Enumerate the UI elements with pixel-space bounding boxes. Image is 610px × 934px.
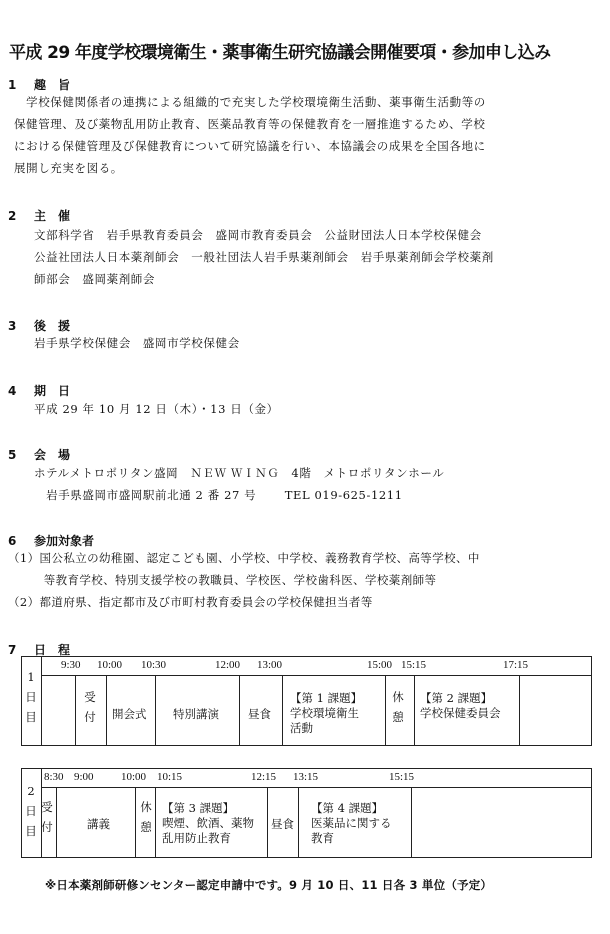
- section-2-heading: 2 主 催: [8, 209, 71, 223]
- section-4-heading: 4 期 日: [8, 384, 71, 398]
- day2-lunch: 昼食: [271, 817, 294, 831]
- day1-topic1: 【第 1 課題】 学校環境衛生 活動: [290, 691, 363, 735]
- day1-special-lecture: 特別講演: [173, 707, 219, 721]
- day1-topic2: 【第 2 課題】 学校保健委員会: [420, 691, 501, 720]
- day2-lecture: 講義: [87, 817, 110, 831]
- day1-label: 1 日 目: [25, 670, 37, 724]
- section-1-body: 学校保健関係者の連携による組織的で充実した学校環境衛生活動、薬事衛生活動等の 保健管理、及び薬物乱用防止教育、医薬品教育等の保健教育を一層推進するため、学校 における保健管理及び保健教育について研究協議を行い、本協議会の成果を全国各地に 展開し充実を図る。: [14, 95, 486, 175]
- day2-topic4: 【第 4 課題】 医薬品に関する 教育: [311, 801, 392, 845]
- day2-label: 2 日 目: [25, 784, 37, 838]
- section-4-body: 平成 29 年 10 月 12 日（木）・13 日（金）: [34, 402, 279, 416]
- day1-opening: 開会式: [112, 707, 147, 721]
- section-3-heading: 3 後 援: [8, 319, 71, 333]
- section-1-heading: 1 趣 旨: [8, 78, 71, 92]
- section-3-body: 岩手県学校保健会 盛岡市学校保健会: [34, 336, 240, 350]
- schedule-day1-table: [21, 656, 592, 746]
- day2-topic3: 【第 3 課題】 喫煙、飲酒、薬物 乱用防止教育: [162, 801, 254, 845]
- day1-time-row: 9:30 10:00 10:30 12:00 13:00 15:00 15:15 17:15: [41, 657, 591, 676]
- day1-break: 休 憩: [392, 690, 404, 724]
- footnote: ※日本薬剤師研修ンセンター認定申請中です。9 月 10 日、11 日各 3 単位（予定）: [45, 878, 493, 892]
- schedule-day2-table: [21, 768, 592, 858]
- section-5-body: ホテルメトロポリタン盛岡 ＮＥＷ ＷＩＮＧ 4階 メトロポリタンホール 岩手県盛岡市盛岡駅前北通 2 番 27 号 TEL 019-625-1211: [34, 466, 445, 502]
- section-7-heading: 7 日 程: [8, 643, 71, 657]
- page-title: 平成 29 年度学校環境衛生・薬事衛生研究協議会開催要項・参加申し込み: [9, 43, 551, 63]
- section-6-heading: 6 参加対象者: [8, 534, 95, 548]
- day1-reception: 受 付: [84, 690, 96, 724]
- section-5-heading: 5 会 場: [8, 448, 71, 462]
- section-6-body: （1）国公私立の幼稚園、認定こども園、小学校、中学校、義務教育学校、高等学校、中 等教育学校、特別支援学校の教職員、学校医、学校歯科医、学校薬剤師等 （2）都道府県、指定都市及び市町村教育委員会の学校保健担当者等: [8, 551, 480, 609]
- day2-time-row: 8:30 9:00 10:00 10:15 12:15 13:15 15:15: [41, 769, 591, 788]
- section-2-body: 文部科学省 岩手県教育委員会 盛岡市教育委員会 公益財団法人日本学校保健会 公益社団法人日本薬剤師会 一般社団法人岩手県薬剤師会 岩手県薬剤師会学校薬剤 師部会 盛岡薬剤師会: [34, 228, 494, 286]
- day2-break: 休 憩: [140, 800, 152, 834]
- day2-reception: 受 付: [41, 800, 53, 834]
- day1-lunch: 昼食: [248, 707, 271, 721]
